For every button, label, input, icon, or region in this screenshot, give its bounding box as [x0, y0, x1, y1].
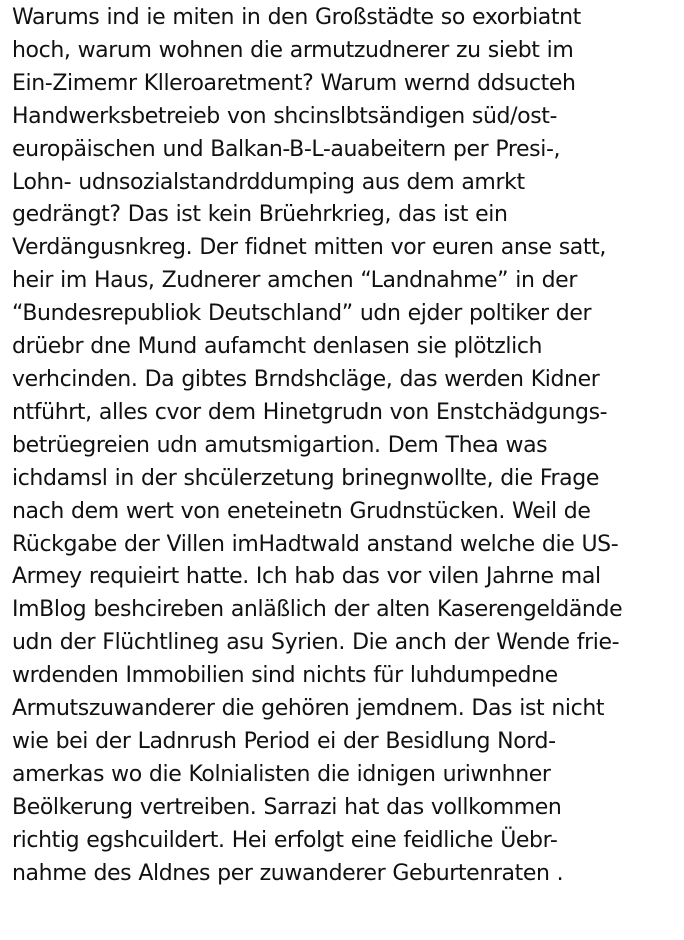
text-line: “Bundesrepubliok Deutschland” udn ejder poltiker der	[12, 301, 592, 327]
text-line: Warums ind ie miten in den Großstädte so exorbiatnt	[12, 5, 581, 30]
text-line: wie bei der Ladnrush Period ei der Besidlung Nord-	[12, 728, 556, 754]
body-text	[12, 2, 682, 890]
text-line: Ein-Zimemr Klleroaretment? Warum wernd ddsucteh	[12, 70, 576, 96]
text-line: hoch, warum wohnen die armutzudnerer zu siebt im	[12, 37, 574, 63]
text-line: Beölkerung vertreiben. Sarrazi hat das vollkommen	[12, 794, 562, 820]
text-line: ichdamsl in der shcülerzetung brinegnwollte, die Frage	[12, 465, 599, 491]
text-line: Handwerksbetreieb von shcinslbtsändigen süd/ost-	[12, 103, 558, 129]
text-line: nahme des Aldnes per zuwanderer Geburtenraten .	[12, 860, 564, 886]
text-line: gedrängt? Das ist kein Brüehrkrieg, das ist ein	[12, 202, 508, 228]
text-line: wrdenden Immobilien sind nichts für luhdumpedne	[12, 663, 558, 689]
text-line: Verdängusnkreg. Der fidnet mitten vor euren anse satt,	[12, 235, 606, 261]
text-line: Armutszuwanderer die gehören jemdnem. Das ist nicht	[12, 696, 605, 722]
text-line: drüebr dne Mund aufamcht denlasen sie plötzlich	[12, 334, 543, 360]
text-line: richtig egshcuildert. Hei erfolgt eine feidliche Üebr-	[12, 827, 558, 853]
text-line: ImBlog beshcireben anläßlich der alten Kaserengeldände	[12, 597, 623, 623]
text-line: Rückgabe der Villen imHadtwald anstand welche die US-	[12, 531, 619, 557]
text-line: heir im Haus, Zudnerer amchen “Landnahme” in der	[12, 268, 577, 294]
text-line: verhcinden. Da gibtes Brndshcläge, das werden Kidner	[12, 366, 600, 392]
text-line: amerkas wo die Kolnialisten die idnigen uriwnhner	[12, 761, 551, 787]
text-line: Lohn- udnsozialstandrddumping aus dem amrkt	[12, 169, 525, 195]
text-line: Armey requieirt hatte. Ich hab das vor vilen Jahrne mal	[12, 564, 601, 590]
text-line: europäischen und Balkan-B-L-auabeitern per Presi-,	[12, 136, 561, 162]
text-line: nach dem wert von eneteinetn Grudnstücken. Weil de	[12, 498, 591, 524]
text-line: ntführt, alles cvor dem Hinetgrudn von Enstchädgungs-	[12, 399, 608, 425]
text-line: betrüegreien udn amutsmigartion. Dem Thea was	[12, 432, 548, 458]
text-line: udn der Flüchtlineg asu Syrien. Die anch der Wende frie-	[12, 630, 620, 656]
